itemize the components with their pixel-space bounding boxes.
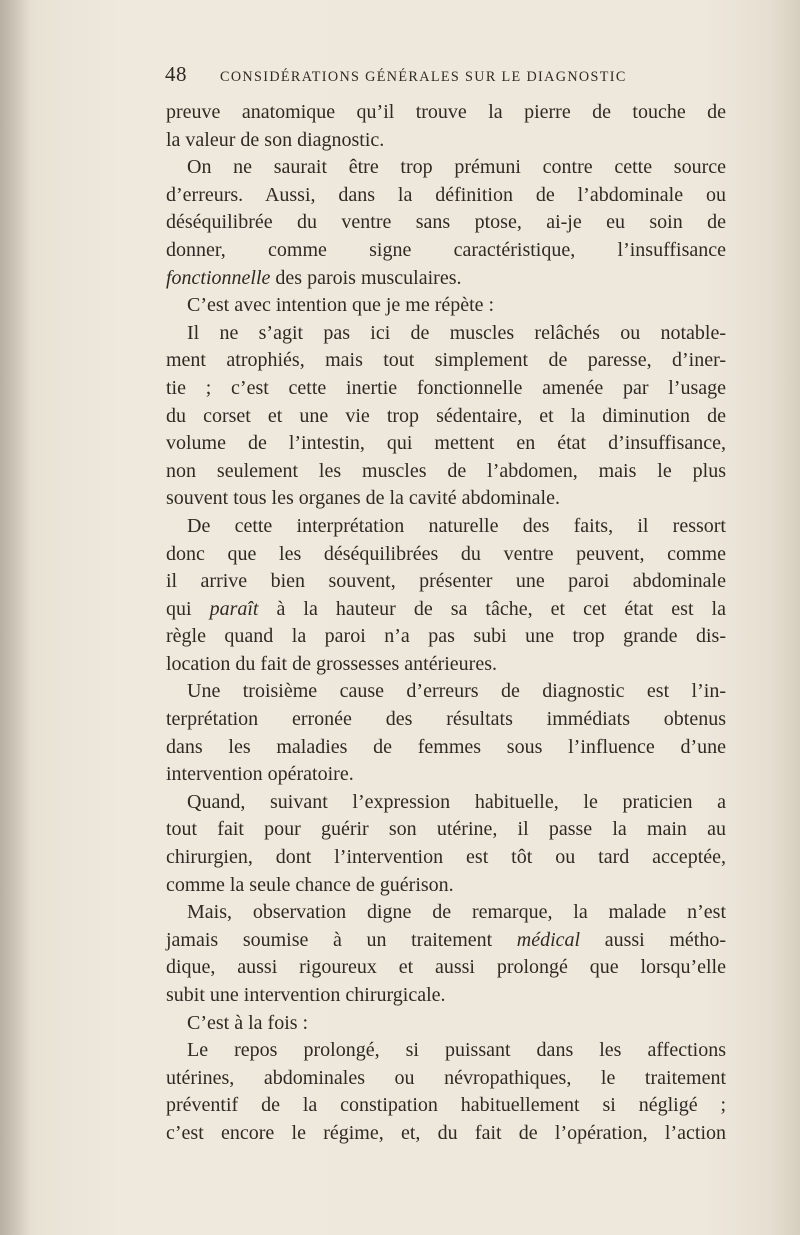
italic-term: paraît [209,597,259,620]
text-line: donc que les déséquilibrées du ventre peuvent, comme [166,542,726,565]
page-number: 48 [165,62,187,86]
text-line: déséquilibrée du ventre sans ptose, ai-je eu soin de [166,211,726,234]
text-line [166,596,726,624]
text-line: souvent tous les organes de la cavité abdominale. [166,487,560,510]
text-line: chirurgien, dont l’intervention est tôt ou tard acceptée, [166,846,726,869]
text-line: comme la seule chance de guérison. [166,873,454,896]
text-fragment: jamais soumise à un traitement [166,928,517,951]
page-header [165,62,725,90]
text-line: Mais, observation digne de remarque, la malade n’est [187,901,726,924]
text-line: tout fait pour guérir son utérine, il passe la main au [166,818,726,841]
text-line: c’est encore le régime, et, du fait de l’opération, l’action [166,1121,726,1144]
text-line: dans les maladies de femmes sous l’influence d’une [166,735,726,758]
text-line: C’est avec intention que je me répète : [187,294,495,317]
text-line: On ne saurait être trop prémuni contre cette source [187,156,726,179]
text-line: Une troisième cause d’erreurs de diagnostic est l’in- [187,680,726,703]
page-gutter-shadow [0,0,30,1235]
text-line: règle quand la paroi n’a pas subi une trop grande dis- [166,625,726,648]
text-line: location du fait de grossesses antérieures. [166,652,498,675]
text-line: preuve anatomique qu’il trouve la pierre de touche de [166,101,726,123]
italic-term: fonctionnelle [166,266,271,289]
text-line [166,927,726,955]
text-line: subit une intervention chirurgicale. [166,984,446,1006]
text-line: utérines, abdominales ou névropathiques, le traitement [166,1066,726,1089]
text-line: De cette interprétation naturelle des faits, il ressort [187,514,726,537]
text-fragment: aussi métho- [580,928,726,951]
text-line: intervention opératoire. [166,763,354,786]
text-line: C’est à la fois : [187,1011,309,1034]
text-line: terprétation erronée des résultats immédiats obtenus [166,708,726,731]
text-line: Le repos prolongé, si puissant dans les affections [187,1039,726,1062]
body-text [166,99,726,1148]
text-line: tie ; c’est cette inertie fonctionnelle amenée par l’usage [166,376,726,399]
text-fragment: qui [166,597,210,620]
text-fragment: à la hauteur de sa tâche, et cet état est la [258,597,726,620]
text-line: dique, aussi rigoureux et aussi prolongé que lorsqu’elle [166,956,726,979]
text-line: volume de l’intestin, qui mettent en état d’insuffisance, [166,432,726,455]
text-line: il arrive bien souvent, présenter une paroi abdominale [166,570,726,593]
text-line: la valeur de son diagnostic. [166,128,385,151]
text-fragment: des parois musculaires. [270,266,462,289]
text-line: d’erreurs. Aussi, dans la définition de l’abdominale ou [166,183,726,206]
text-line: ment atrophiés, mais tout simplement de paresse, d’iner- [166,349,726,372]
text-line: du corset et une vie trop sédentaire, et la diminution de [166,404,726,427]
text-line: non seulement les muscles de l’abdomen, mais le plus [166,459,726,482]
text-line: donner, comme signe caractéristique, l’insuffisance [166,238,726,261]
text-line [166,265,726,293]
text-line: Il ne s’agit pas ici de muscles relâchés ou notable- [187,321,726,344]
italic-term: médical [516,928,581,951]
running-title: CONSIDÉRATIONS GÉNÉRALES SUR LE DIAGNOSTIC [220,69,627,85]
text-line: Quand, suivant l’expression habituelle, le praticien a [187,790,726,813]
text-line: préventif de la constipation habituellement si négligé ; [166,1094,726,1117]
